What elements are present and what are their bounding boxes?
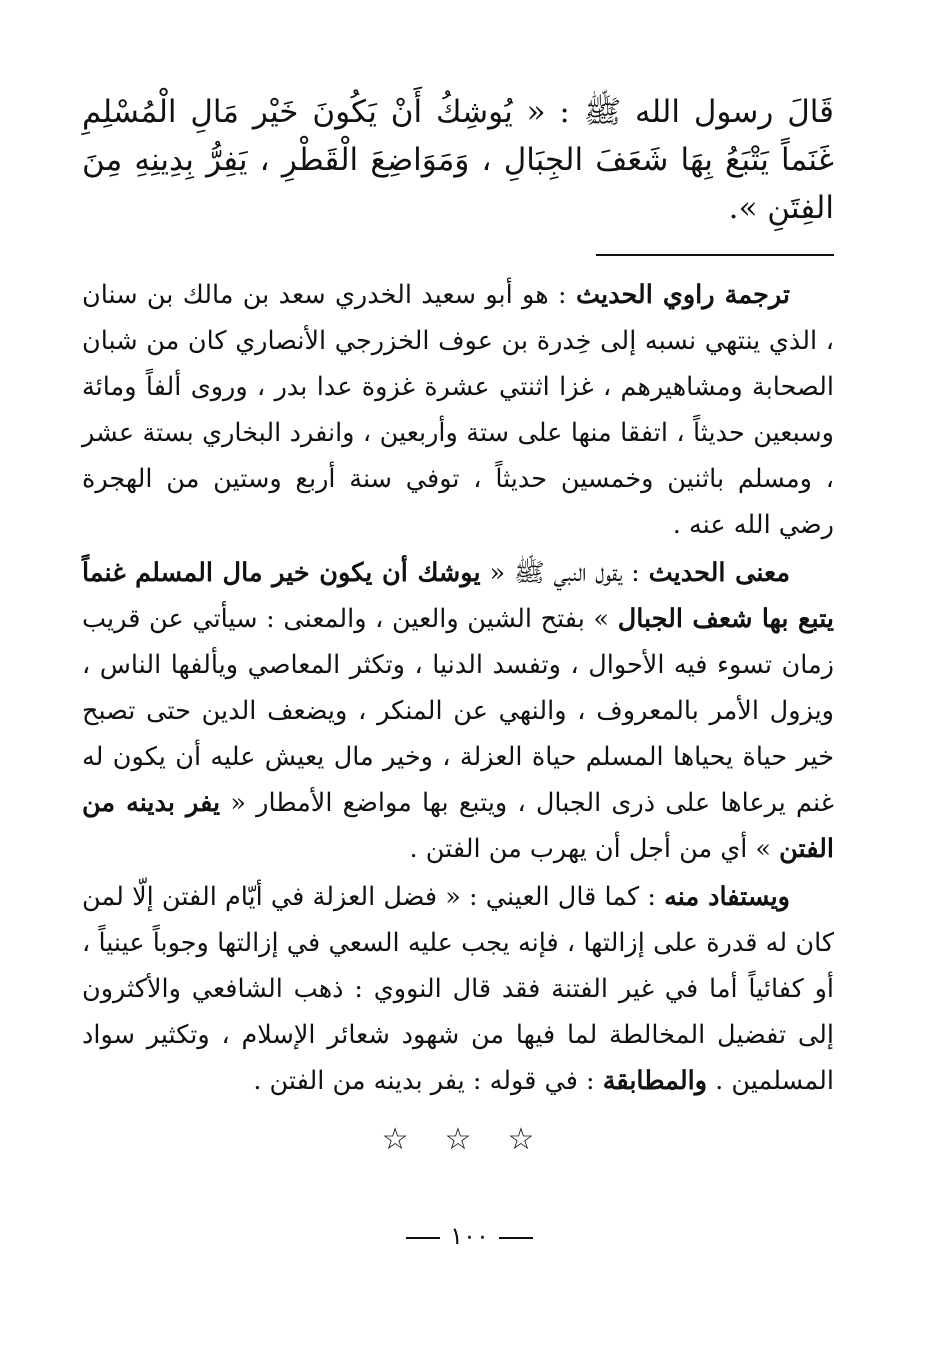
meaning-paragraph — [82, 550, 834, 872]
separator-rule — [596, 254, 834, 256]
meaning-heading: معنى الحديث — [648, 558, 790, 588]
star-icon: ☆ — [507, 1122, 535, 1157]
benefit-text: : كما قال العيني : « فضل العزلة في أيّام الفتن إلّا لمن كان له قدرة على إزالتها ، فإنه يجب عليه السعي في إزالتها وجوباً عينياً ، أو كفائياً أما في غير الفتنة فقد قال النووي : ذهب الشافعي والأكثرون إلى تفضيل المخالطة لما فيها من شهود شعائر الإسلام ، وتكثير سواد المسلمين . — [82, 882, 834, 1096]
meaning-quote-2: يفر بدينه من الفتن — [82, 788, 834, 864]
match-heading: والمطابقة — [602, 1066, 708, 1096]
section-divider-stars — [82, 1122, 834, 1157]
hadith-text: قَالَ رسول الله ﷺ : « يُوشِكُ أَنْ يَكُونَ خَيْر مَالِ الْمُسْلِمِ غَنَماً يَتْبَعُ بِهَا شَعَفَ الجِبَالِ ، وَمَوَاضِعَ الْقَطْرِ ، يَفِرُّ بِدِينِهِ مِنَ الفِتَنِ ». — [82, 94, 834, 226]
star-icon: ☆ — [444, 1122, 472, 1157]
dash-right — [406, 1237, 440, 1239]
page-body — [82, 88, 834, 1157]
page-number: ١٠٠ — [450, 1222, 489, 1250]
dash-left — [499, 1237, 533, 1239]
meaning-text-1: » بفتح الشين والعين ، والمعنى : سيأتي عن قريب زمان تسوء فيه الأحوال ، وتفسد الدنيا ، وتكثر المعاصي ويألفها الناس ، ويزول الأمر بالمعروف ، والنهي عن المنكر ، ويضعف الدين حتى تصبح خير حياة يحياها المسلم حياة العزلة ، وخير مال يعيش عليه أن يكون له غنم يرعاها على ذرى الجبال ، ويتبع بها مواضع الأمطار « — [82, 604, 835, 818]
narrator-paragraph — [82, 272, 834, 548]
star-icon: ☆ — [381, 1122, 409, 1157]
narrator-heading: ترجمة راوي الحديث — [575, 280, 791, 310]
benefit-paragraph — [82, 874, 834, 1104]
meaning-quote-1: يوشك أن يكون خير مال المسلم غنماً يتبع بها شعف الجبال — [82, 558, 835, 634]
page-number-footer — [0, 1222, 939, 1250]
benefit-heading: ويستفاد منه — [664, 882, 790, 912]
match-text: : في قوله : يفر بدينه من الفتن . — [253, 1066, 595, 1096]
meaning-intro: : يقول النبي ﷺ « — [489, 558, 640, 588]
meaning-text-2: » أي من أجل أن يهرب من الفتن . — [409, 834, 772, 864]
narrator-text: : هو أبو سعيد الخدري سعد بن مالك بن سنان ، الذي ينتهي نسبه إلى خِدرة بن عوف الخزرجي الأنصاري كان من شبان الصحابة ومشاهيرهم ، غزا اثنتي عشرة غزوة عدا بدر ، وروى ألفاً ومائة وسبعين حديثاً ، اتفقا منها على ستة وأربعين ، وانفرد البخاري بستة عشر ، ومسلم باثنين وخمسين حديثاً ، توفي سنة أربع وستين من الهجرة رضي الله عنه . — [82, 280, 834, 540]
